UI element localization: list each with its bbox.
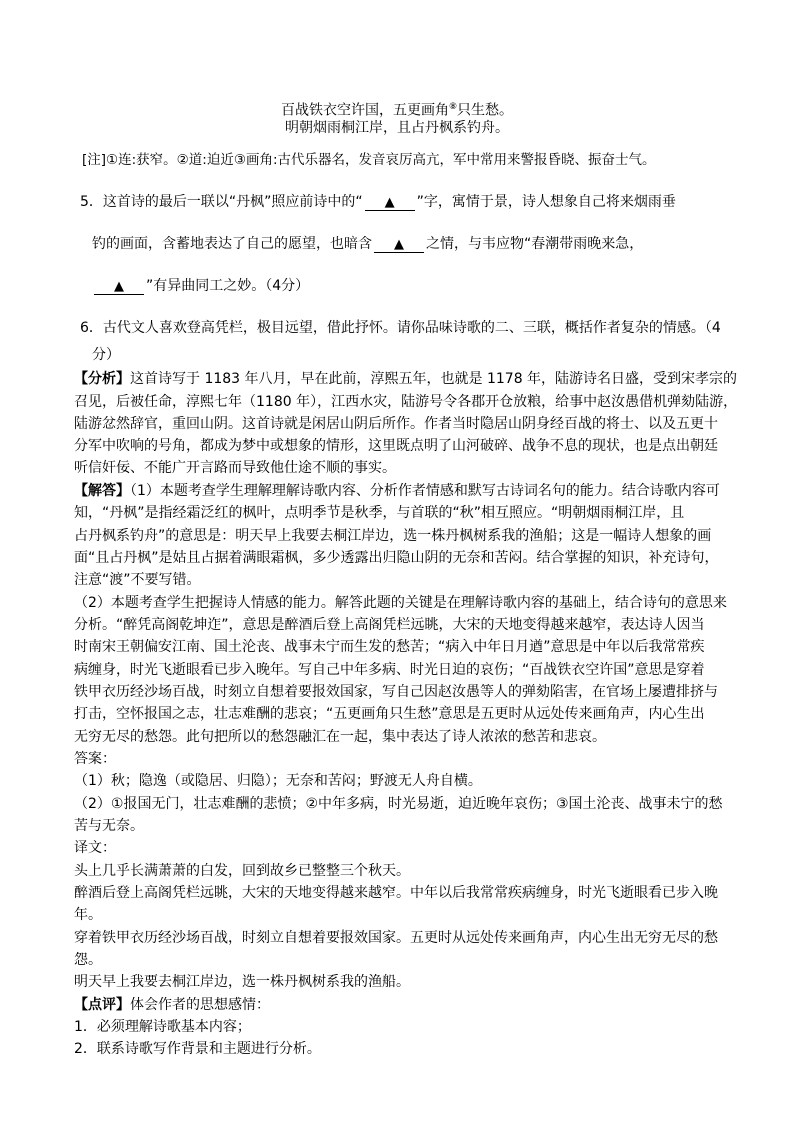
solution-line-1 <box>74 481 720 501</box>
solution-line-2: 知，“丹枫”是指经霜泛红的枫叶，点明季节是秋季，与首联的“秋”相互照应。“明朝烟雨桐江岸，且 <box>74 505 685 521</box>
solution-line-10: 铁甲衣历经沙场百战，时刻立自想着要报效国家，写自己因赵汝愚等人的弹劾陷害，在官场上屡遭排挤与 <box>74 684 718 700</box>
translation-line-2: 醉酒后登上高阁凭栏远眺，大宋的天地变得越来越窄。中年以后我常常疾病缠身，时光飞逝眼看已步入晚 <box>74 885 718 901</box>
answer-line-1: （1）秋；隐逸（或隐居、归隐）；无奈和苦闷；野渡无人舟自横。 <box>74 773 482 789</box>
translation-line-1: 头上几乎长满萧萧的白发，回到故乡已整整三个秋天。 <box>74 863 410 879</box>
q5-text-e: ”有异曲同工之妙。（4分） <box>146 278 310 294</box>
poem-line-1-text-b: 只生愁。 <box>457 102 514 119</box>
poem-line-1-text-a: 百战铁衣空许国，五更画角 <box>280 102 449 119</box>
comment-tag: 【点评】 <box>74 997 130 1013</box>
poem-line-2: 明朝烟雨桐江岸，且占丹枫系钓舟。 <box>285 120 509 136</box>
footnote-marker: ⑧ <box>448 102 458 112</box>
comment-line-1 <box>74 995 270 1015</box>
comment-point-1: 1．必须理解诗歌基本内容； <box>74 1019 251 1035</box>
translation-line-5: 怨。 <box>74 952 102 968</box>
analysis-line-3: 陆游忿然辞官，重回山阴。这首诗就是闲居山阴后所作。作者当时隐居山阴身经百战的将士、以及五更十 <box>74 416 718 432</box>
analysis-line-5: 听信奸佞、不能广开言路而导致他仕途不顺的事实。 <box>74 460 396 476</box>
q5-text-a: 5．这首诗的最后一联以“丹枫”照应前诗中的“ <box>80 194 363 210</box>
answer-blank-1[interactable]: ▲ <box>365 196 415 211</box>
answer-line-3: 苦与无奈。 <box>74 818 144 834</box>
q5-text-b: ”字，寓情于景，诗人想象自己将来烟雨垂 <box>416 194 676 210</box>
analysis-line-2: 召见，后被任命，淳熙七年（1180 年），江西水灾，陆游号令各郡开仓放粮，给事中赵汝愚借机弹劾陆游， <box>74 394 738 410</box>
translation-label: 译文： <box>74 840 116 856</box>
question-5-line-2 <box>92 234 643 254</box>
answer-blank-3[interactable]: ▲ <box>94 280 144 295</box>
question-5-line-3 <box>92 276 309 296</box>
translation-line-6: 明天早上我要去桐江岸边，选一株丹枫树系我的渔船。 <box>74 974 410 990</box>
solution-line-11: 打击，空怀报国之志，壮志难酬的悲哀；“五更画角只生愁”意思是五更时从远处传来画角声，内心生出 <box>74 706 705 722</box>
question-6-line-2: 分） <box>92 347 120 363</box>
analysis-text: 这首诗写于 1183 年八月，早在此前，淳熙五年，也就是 1178 年，陆游诗名日盛，受到宋孝宗的 <box>130 371 738 387</box>
solution-line-8: 时南宋王朝偏安江南、国土沦丧、战事未宁而生发的愁苦；“病入中年日月遒”意思是中年以后我常常疾 <box>74 639 705 655</box>
comment-title: 体会作者的思想感情： <box>130 997 270 1013</box>
annotation-notes: [注]①连:获窄。②道:迫近③画角:古代乐器名，发音哀厉高亢，军中常用来警报昏晓、振奋士气。 <box>82 152 656 168</box>
solution-text: （1）本题考查学生理解理解诗歌内容、分析作者情感和默写古诗词名句的能力。结合诗歌内容可 <box>130 483 720 499</box>
q5-text-c: 钓的画面，含蓄地表达了自己的愿望，也暗含 <box>92 236 372 252</box>
comment-point-2: 2．联系诗歌写作背景和主题进行分析。 <box>74 1041 321 1057</box>
solution-line-4: 面“且占丹枫”是姑且占据着满眼霜枫，多少透露出归隐山阴的无奈和苦闷。结合掌握的知识，补充诗句， <box>74 550 719 566</box>
solution-line-3: 占丹枫系钓舟”的意思是：明天早上我要去桐江岸边，选一株丹枫树系我的渔船；这是一幅诗人想象的画 <box>74 528 712 544</box>
analysis-line-1 <box>74 369 737 389</box>
answer-blank-2[interactable]: ▲ <box>374 238 424 253</box>
translation-line-3: 年。 <box>74 907 102 923</box>
answer-label: 答案： <box>74 751 116 767</box>
question-5-line-1 <box>80 192 676 212</box>
solution-line-12: 无穷无尽的愁怨。此句把所以的愁怨融汇在一起，集中表达了诗人浓浓的愁苦和悲哀。 <box>74 729 606 745</box>
solution-tag: 【解答】 <box>74 483 130 499</box>
translation-line-4: 穿着铁甲衣历经沙场百战，时刻立自想着要报效国家。五更时从远处传来画角声，内心生出无穷无尽的愁 <box>74 930 718 946</box>
analysis-line-4: 分军中吹响的号角，都成为梦中或想象的情形，这里既点明了山河破碎、战争不息的现状，也是点出朝廷 <box>74 438 718 454</box>
analysis-tag: 【分析】 <box>74 371 130 387</box>
solution-line-6: （2）本题考查学生把握诗人情感的能力。解答此题的关键是在理解诗歌内容的基础上，结合诗句的意思来 <box>74 595 727 611</box>
q5-text-d: 之情，与韦应物“春潮带雨晚来急， <box>426 236 644 252</box>
solution-line-7: 分析。“醉凭高阁乾坤迮”，意思是醉酒后登上高阁凭栏远眺，大宋的天地变得越来越窄，表达诗人因当 <box>74 617 705 633</box>
solution-line-9: 病缠身，时光飞逝眼看已步入晚年。写自己中年多病、时光日迫的哀伤；“百战铁衣空许国”意思是穿着 <box>74 662 705 678</box>
solution-line-5: 注意“渡”不要写错。 <box>74 572 201 588</box>
question-6-line-1: 6．古代文人喜欢登高凭栏，极目远望，借此抒怀。请你品味诗歌的二、三联，概括作者复杂的情感。（4 <box>80 320 721 336</box>
answer-line-2: （2）①报国无门，壮志难酬的悲愤；②中年多病，时光易逝，迫近晚年哀伤；③国土沦丧、战事未宁的愁 <box>74 796 723 812</box>
